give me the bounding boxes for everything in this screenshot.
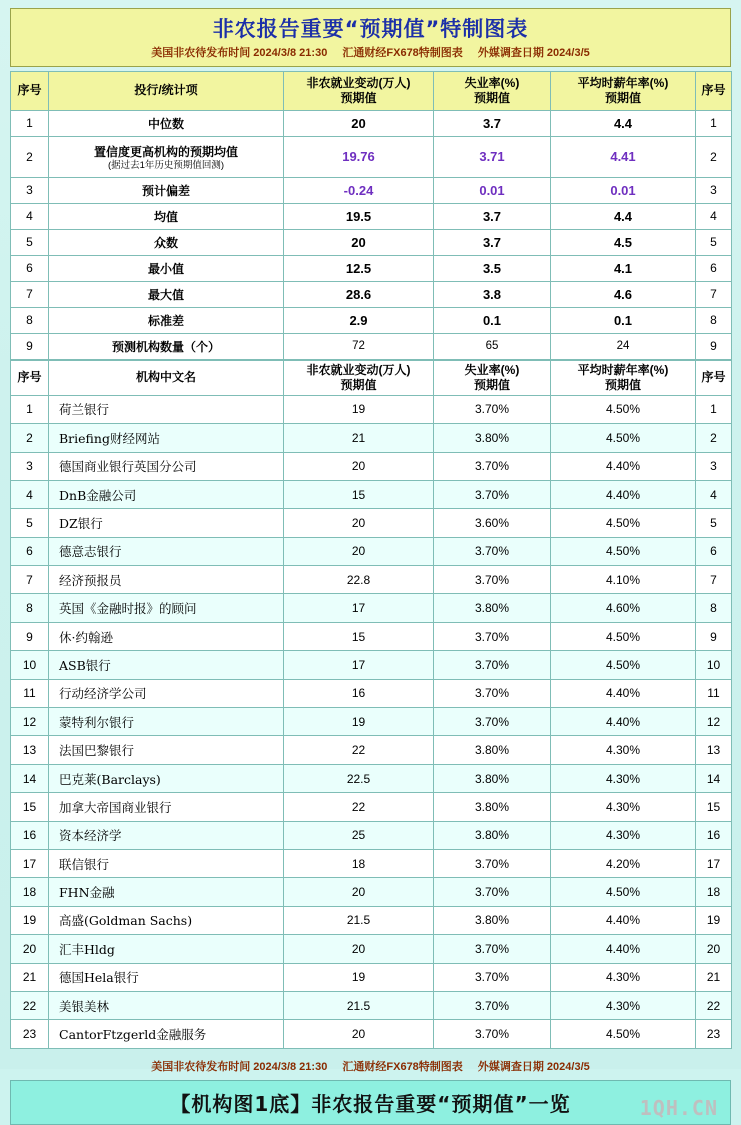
- summary-row-index: 5: [11, 229, 49, 255]
- table-row: [11, 764, 732, 792]
- row-index: 22: [11, 991, 49, 1019]
- summary-row-label-text: 标准差: [147, 313, 184, 328]
- summary-value-nfp: 2.9: [284, 307, 434, 333]
- summary-row-label: [49, 255, 284, 281]
- summary-row-index: 8: [11, 307, 49, 333]
- row-index-right: 3: [696, 452, 732, 480]
- table-row: [11, 594, 732, 622]
- survey-date-text: 外媒调查日期 2024/3/5: [477, 47, 590, 60]
- forecast-unemp: 3.80%: [434, 906, 551, 934]
- summary-row-label-text: 预计偏差: [141, 183, 190, 198]
- summary-row: [11, 229, 732, 255]
- source-text: 汇通财经FX678特制图表: [342, 47, 463, 60]
- forecast-wage: 4.30%: [551, 764, 696, 792]
- row-index-right: 17: [696, 849, 732, 877]
- footer-release-time: 美国非农待发布时间 2024/3/8 21:30: [151, 1060, 328, 1073]
- footer-source: 汇通财经FX678特制图表: [342, 1060, 463, 1073]
- forecast-unemp: 3.70%: [434, 537, 551, 565]
- row-index-right: 1: [696, 395, 732, 423]
- forecast-nfp: 22.5: [284, 764, 434, 792]
- forecast-nfp: 21: [284, 424, 434, 452]
- row-index-right: 23: [696, 1020, 732, 1048]
- summary-value-nfp: -0.24: [284, 177, 434, 203]
- table-row: [11, 849, 732, 877]
- summary-row-index-right: 5: [696, 229, 732, 255]
- row-index-right: 10: [696, 651, 732, 679]
- table-row: [11, 651, 732, 679]
- footer-band: [10, 1080, 731, 1125]
- row-index-right: 16: [696, 821, 732, 849]
- summary-value-wage: 0.01: [551, 177, 696, 203]
- summary-row-index-right: 6: [696, 255, 732, 281]
- row-index-right: 19: [696, 906, 732, 934]
- row-index-right: 2: [696, 424, 732, 452]
- table-row: [11, 935, 732, 963]
- summary-row-label: [49, 307, 284, 333]
- row-index-right: 13: [696, 736, 732, 764]
- table-row: [11, 708, 732, 736]
- summary-value-wage: 4.1: [551, 255, 696, 281]
- row-index-right: 20: [696, 935, 732, 963]
- summary-value-nfp: 72: [284, 333, 434, 359]
- summary-value-unemp: 0.01: [434, 177, 551, 203]
- summary-value-nfp: 20: [284, 110, 434, 136]
- summary-header-index: 序号: [11, 71, 49, 110]
- forecast-unemp: 3.70%: [434, 963, 551, 991]
- forecast-wage: 4.40%: [551, 480, 696, 508]
- row-index: 13: [11, 736, 49, 764]
- table-row: [11, 424, 732, 452]
- forecast-wage: 4.60%: [551, 594, 696, 622]
- row-index-right: 4: [696, 480, 732, 508]
- row-index-right: 8: [696, 594, 732, 622]
- institution-name: 英国《金融时报》的顾问: [49, 594, 284, 622]
- title-band: [10, 8, 731, 67]
- table-row: [11, 395, 732, 423]
- summary-row-label: [49, 136, 284, 177]
- institution-header-name: 机构中文名: [49, 360, 284, 395]
- institution-name: 经济预报员: [49, 566, 284, 594]
- forecast-nfp: 15: [284, 480, 434, 508]
- forecast-wage: 4.50%: [551, 878, 696, 906]
- institution-name: CantorFtzgerld金融服务: [49, 1020, 284, 1048]
- summary-value-unemp: 3.71: [434, 136, 551, 177]
- forecast-nfp: 19: [284, 963, 434, 991]
- forecast-nfp: 21.5: [284, 906, 434, 934]
- summary-row: [11, 177, 732, 203]
- summary-row-index-right: 9: [696, 333, 732, 359]
- summary-row-index: 2: [11, 136, 49, 177]
- forecast-unemp: 3.80%: [434, 793, 551, 821]
- summary-value-wage: 4.4: [551, 110, 696, 136]
- forecast-wage: 4.30%: [551, 963, 696, 991]
- summary-row-index: 1: [11, 110, 49, 136]
- institution-name: Briefing财经网站: [49, 424, 284, 452]
- institution-name: 德意志银行: [49, 537, 284, 565]
- institution-name: 蒙特利尔银行: [49, 708, 284, 736]
- row-index: 8: [11, 594, 49, 622]
- title-subtitle: [11, 46, 730, 61]
- institution-header-index: 序号: [11, 360, 49, 395]
- summary-value-unemp: 0.1: [434, 307, 551, 333]
- row-index-right: 6: [696, 537, 732, 565]
- summary-value-wage: 0.1: [551, 307, 696, 333]
- row-index-right: 12: [696, 708, 732, 736]
- institution-header-unemployment: 失业率(%) 预期值: [434, 360, 551, 395]
- forecast-wage: 4.30%: [551, 991, 696, 1019]
- footer-note: [10, 1049, 731, 1080]
- table-row: [11, 679, 732, 707]
- row-index-right: 21: [696, 963, 732, 991]
- summary-value-wage: 4.5: [551, 229, 696, 255]
- summary-row-index: 9: [11, 333, 49, 359]
- summary-value-unemp: 3.7: [434, 110, 551, 136]
- forecast-wage: 4.40%: [551, 708, 696, 736]
- row-index: 19: [11, 906, 49, 934]
- forecast-unemp: 3.70%: [434, 651, 551, 679]
- table-row: [11, 566, 732, 594]
- forecast-wage: 4.40%: [551, 935, 696, 963]
- institution-name: 资本经济学: [49, 821, 284, 849]
- forecast-nfp: 16: [284, 679, 434, 707]
- institution-name: ASB银行: [49, 651, 284, 679]
- summary-row: [11, 203, 732, 229]
- row-index: 12: [11, 708, 49, 736]
- forecast-nfp: 20: [284, 878, 434, 906]
- summary-header-row: [11, 71, 732, 110]
- forecast-wage: 4.50%: [551, 1020, 696, 1048]
- summary-value-unemp: 65: [434, 333, 551, 359]
- institution-name: DZ银行: [49, 509, 284, 537]
- summary-row-index: 3: [11, 177, 49, 203]
- institution-name: FHN金融: [49, 878, 284, 906]
- forecast-wage: 4.30%: [551, 793, 696, 821]
- row-index: 9: [11, 622, 49, 650]
- forecast-wage: 4.10%: [551, 566, 696, 594]
- summary-row-label: [49, 281, 284, 307]
- row-index-right: 15: [696, 793, 732, 821]
- forecast-wage: 4.50%: [551, 651, 696, 679]
- forecast-unemp: 3.70%: [434, 935, 551, 963]
- institution-table: [10, 360, 732, 1049]
- row-index: 1: [11, 395, 49, 423]
- forecast-wage: 4.50%: [551, 424, 696, 452]
- forecast-nfp: 19: [284, 395, 434, 423]
- summary-value-unemp: 3.5: [434, 255, 551, 281]
- summary-row: [11, 307, 732, 333]
- summary-table: [10, 71, 732, 360]
- institution-name: 行动经济学公司: [49, 679, 284, 707]
- row-index-right: 18: [696, 878, 732, 906]
- summary-row-index-right: 7: [696, 281, 732, 307]
- row-index: 21: [11, 963, 49, 991]
- summary-row-note: (据过去1年历史预期值回测): [107, 159, 225, 171]
- summary-row-label-text: 中位数: [147, 116, 184, 131]
- row-index: 14: [11, 764, 49, 792]
- table-row: [11, 878, 732, 906]
- institution-name: 美银美林: [49, 991, 284, 1019]
- summary-row-label-text: 最小值: [147, 261, 184, 276]
- institution-name: 德国Hela银行: [49, 963, 284, 991]
- summary-row: [11, 255, 732, 281]
- forecast-wage: 4.30%: [551, 821, 696, 849]
- row-index-right: 7: [696, 566, 732, 594]
- summary-value-nfp: 19.76: [284, 136, 434, 177]
- forecast-unemp: 3.70%: [434, 395, 551, 423]
- summary-row-label: [49, 229, 284, 255]
- table-row: [11, 622, 732, 650]
- summary-row-label: [49, 333, 284, 359]
- forecast-unemp: 3.70%: [434, 622, 551, 650]
- forecast-unemp: 3.60%: [434, 509, 551, 537]
- forecast-nfp: 17: [284, 651, 434, 679]
- summary-row-index: 7: [11, 281, 49, 307]
- summary-value-unemp: 3.7: [434, 229, 551, 255]
- forecast-unemp: 3.70%: [434, 679, 551, 707]
- institution-name: 巴克莱(Barclays): [49, 764, 284, 792]
- summary-value-nfp: 12.5: [284, 255, 434, 281]
- summary-value-nfp: 28.6: [284, 281, 434, 307]
- forecast-nfp: 18: [284, 849, 434, 877]
- institution-name: 高盛(Goldman Sachs): [49, 906, 284, 934]
- summary-row-index: 6: [11, 255, 49, 281]
- row-index: 3: [11, 452, 49, 480]
- forecast-unemp: 3.70%: [434, 566, 551, 594]
- forecast-nfp: 22: [284, 793, 434, 821]
- forecast-unemp: 3.80%: [434, 821, 551, 849]
- summary-header-unemployment: 失业率(%) 预期值: [434, 71, 551, 110]
- institution-name: 德国商业银行英国分公司: [49, 452, 284, 480]
- summary-value-wage: 4.6: [551, 281, 696, 307]
- table-row: [11, 509, 732, 537]
- forecast-wage: 4.40%: [551, 452, 696, 480]
- forecast-nfp: 21.5: [284, 991, 434, 1019]
- summary-row-label-text: 预测机构数量（个）: [111, 339, 220, 354]
- forecast-nfp: 15: [284, 622, 434, 650]
- institution-name: 汇丰Hldg: [49, 935, 284, 963]
- footer-title: 【机构图1底】非农报告重要“预期值”一览: [170, 1091, 571, 1116]
- row-index-right: 22: [696, 991, 732, 1019]
- row-index: 10: [11, 651, 49, 679]
- page-title: 非农报告重要“预期值”特制图表: [212, 17, 529, 41]
- summary-row-label: [49, 110, 284, 136]
- forecast-nfp: 20: [284, 537, 434, 565]
- institution-name: 加拿大帝国商业银行: [49, 793, 284, 821]
- row-index: 7: [11, 566, 49, 594]
- summary-row: [11, 110, 732, 136]
- institution-header-wage: 平均时薪年率(%) 预期值: [551, 360, 696, 395]
- row-index: 4: [11, 480, 49, 508]
- row-index-right: 9: [696, 622, 732, 650]
- row-index-right: 11: [696, 679, 732, 707]
- forecast-nfp: 22.8: [284, 566, 434, 594]
- summary-header-nfp: 非农就业变动(万人) 预期值: [284, 71, 434, 110]
- forecast-nfp: 22: [284, 736, 434, 764]
- summary-row-index-right: 1: [696, 110, 732, 136]
- institution-header-nfp: 非农就业变动(万人) 预期值: [284, 360, 434, 395]
- institution-header-index-right: 序号: [696, 360, 732, 395]
- row-index: 18: [11, 878, 49, 906]
- table-row: [11, 906, 732, 934]
- forecast-unemp: 3.80%: [434, 736, 551, 764]
- summary-header-index-right: 序号: [696, 71, 732, 110]
- table-row: [11, 821, 732, 849]
- row-index: 15: [11, 793, 49, 821]
- row-index: 20: [11, 935, 49, 963]
- summary-value-nfp: 19.5: [284, 203, 434, 229]
- row-index: 17: [11, 849, 49, 877]
- summary-value-nfp: 20: [284, 229, 434, 255]
- table-row: [11, 793, 732, 821]
- forecast-nfp: 20: [284, 1020, 434, 1048]
- summary-row-label: [49, 203, 284, 229]
- summary-row-label-text: 众数: [153, 235, 178, 250]
- forecast-nfp: 19: [284, 708, 434, 736]
- summary-row-index-right: 3: [696, 177, 732, 203]
- table-row: [11, 480, 732, 508]
- table-row: [11, 1020, 732, 1048]
- summary-row: [11, 136, 732, 177]
- summary-row-label-text: 均值: [153, 209, 178, 224]
- release-time-text: 美国非农待发布时间 2024/3/8 21:30: [151, 47, 328, 60]
- forecast-unemp: 3.70%: [434, 708, 551, 736]
- institution-name: 联信银行: [49, 849, 284, 877]
- summary-row: [11, 281, 732, 307]
- summary-header-item: 投行/统计项: [49, 71, 284, 110]
- forecast-wage: 4.50%: [551, 509, 696, 537]
- forecast-nfp: 17: [284, 594, 434, 622]
- forecast-wage: 4.50%: [551, 537, 696, 565]
- summary-value-wage: 4.41: [551, 136, 696, 177]
- forecast-nfp: 20: [284, 509, 434, 537]
- summary-value-wage: 24: [551, 333, 696, 359]
- forecast-unemp: 3.70%: [434, 878, 551, 906]
- forecast-wage: 4.40%: [551, 679, 696, 707]
- forecast-unemp: 3.70%: [434, 991, 551, 1019]
- row-index: 2: [11, 424, 49, 452]
- forecast-unemp: 3.70%: [434, 480, 551, 508]
- forecast-nfp: 25: [284, 821, 434, 849]
- forecast-wage: 4.50%: [551, 395, 696, 423]
- row-index-right: 5: [696, 509, 732, 537]
- row-index-right: 14: [696, 764, 732, 792]
- table-row: [11, 736, 732, 764]
- footer-survey-date: 外媒调查日期 2024/3/5: [477, 1060, 590, 1073]
- forecast-unemp: 3.70%: [434, 452, 551, 480]
- row-index: 11: [11, 679, 49, 707]
- institution-header-row: [11, 360, 732, 395]
- table-row: [11, 991, 732, 1019]
- summary-row-index: 4: [11, 203, 49, 229]
- institution-name: 法国巴黎银行: [49, 736, 284, 764]
- summary-row-label-text: 置信度更高机构的预期均值: [93, 144, 238, 159]
- table-row: [11, 452, 732, 480]
- summary-value-wage: 4.4: [551, 203, 696, 229]
- summary-row-label-text: 最大值: [147, 287, 184, 302]
- summary-row-index-right: 2: [696, 136, 732, 177]
- summary-row-index-right: 8: [696, 307, 732, 333]
- summary-header-wage: 平均时薪年率(%) 预期值: [551, 71, 696, 110]
- forecast-nfp: 20: [284, 452, 434, 480]
- forecast-unemp: 3.80%: [434, 764, 551, 792]
- summary-value-unemp: 3.8: [434, 281, 551, 307]
- institution-name: 荷兰银行: [49, 395, 284, 423]
- summary-row-label: [49, 177, 284, 203]
- forecast-unemp: 3.70%: [434, 1020, 551, 1048]
- table-row: [11, 537, 732, 565]
- summary-row-index-right: 4: [696, 203, 732, 229]
- forecast-nfp: 20: [284, 935, 434, 963]
- summary-row: [11, 333, 732, 359]
- institution-name: 休·约翰逊: [49, 622, 284, 650]
- summary-value-unemp: 3.7: [434, 203, 551, 229]
- row-index: 6: [11, 537, 49, 565]
- institution-name: DnB金融公司: [49, 480, 284, 508]
- row-index: 16: [11, 821, 49, 849]
- row-index: 23: [11, 1020, 49, 1048]
- table-row: [11, 963, 732, 991]
- forecast-wage: 4.40%: [551, 906, 696, 934]
- forecast-unemp: 3.70%: [434, 849, 551, 877]
- forecast-wage: 4.20%: [551, 849, 696, 877]
- forecast-wage: 4.30%: [551, 736, 696, 764]
- forecast-unemp: 3.80%: [434, 594, 551, 622]
- watermark-text: 1QH.CN: [639, 1095, 718, 1120]
- row-index: 5: [11, 509, 49, 537]
- forecast-unemp: 3.80%: [434, 424, 551, 452]
- forecast-wage: 4.50%: [551, 622, 696, 650]
